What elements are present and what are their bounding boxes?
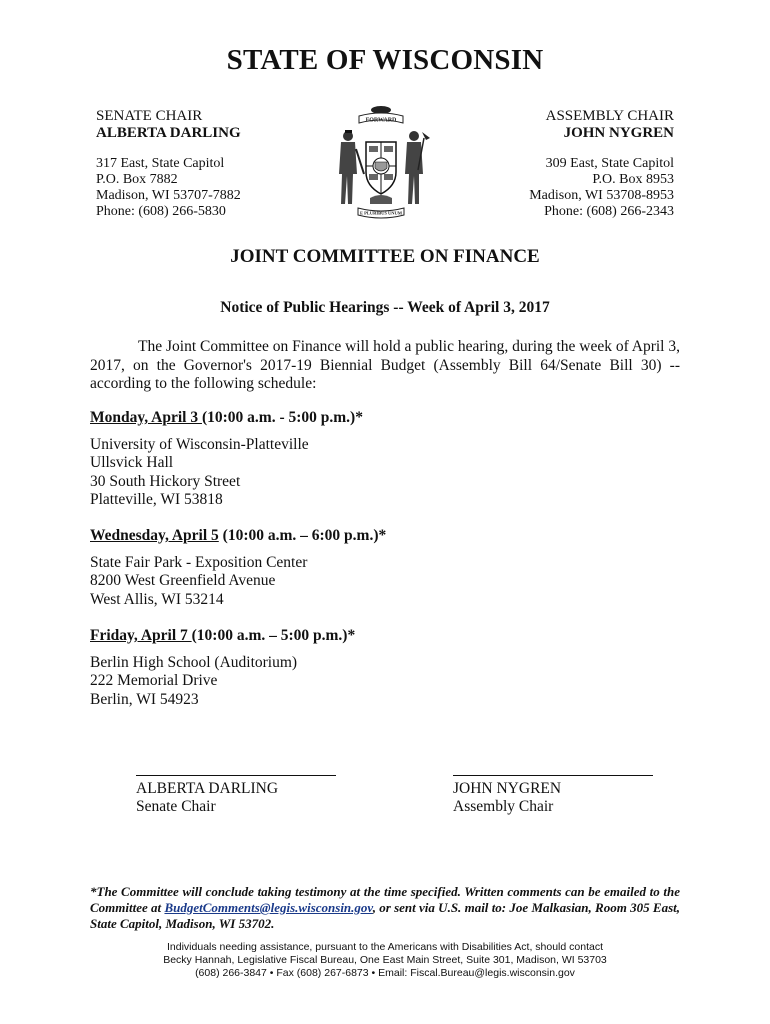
address-line: Madison, WI 53707-7882 (96, 188, 241, 203)
address-line: 309 East, State Capitol (545, 156, 674, 171)
hearing-time: (10:00 a.m. – 6:00 p.m.)* (222, 527, 387, 544)
hearing-address (90, 654, 680, 709)
address-line: Phone: (608) 266-2343 (544, 204, 674, 219)
address-line: 222 Memorial Drive (90, 672, 218, 690)
address-line: P.O. Box 7882 (96, 172, 178, 187)
address-line: Platteville, WI 53818 (90, 491, 223, 509)
address-line: 30 South Hickory Street (90, 472, 241, 490)
address-line: Berlin, WI 54923 (90, 690, 199, 708)
hearing-heading (90, 409, 680, 427)
signature-name: ALBERTA DARLING (136, 780, 279, 797)
assembly-chair-name: JOHN NYGREN (563, 125, 674, 141)
assembly-chair-address (414, 156, 674, 220)
address-line: Madison, WI 53708-8953 (529, 188, 674, 203)
senate-chair-address (96, 156, 356, 220)
address-line: 8200 West Greenfield Avenue (90, 572, 276, 590)
page-title: STATE OF WISCONSIN (226, 44, 544, 76)
wisconsin-seal-icon (326, 104, 436, 222)
footnote-text: , or sent via U.S. mail to: Joe Malkasian, Room 305 East, State Capitol, Madison, WI 53702. (90, 900, 680, 931)
signature-assembly (453, 775, 653, 817)
signature-line (136, 775, 336, 776)
seal-banner-top: FORWARD (365, 117, 397, 124)
committee-name: JOINT COMMITTEE ON FINANCE (230, 246, 540, 267)
signature-name: JOHN NYGREN (453, 780, 562, 797)
assembly-chair-role: ASSEMBLY CHAIR (545, 108, 674, 124)
assembly-chair-block (414, 108, 674, 220)
senate-chair-block (96, 108, 356, 220)
hearing-time: (10:00 a.m. - 5:00 p.m.)* (201, 409, 363, 426)
seal-banner-bottom: E PLURIBUS UNUM (359, 210, 403, 216)
footnote (90, 884, 680, 932)
ada-notice (90, 941, 680, 980)
address-line: 317 East, State Capitol (96, 156, 225, 171)
hearing-day: Wednesday, April 5 (90, 527, 219, 544)
signature-line (453, 775, 653, 776)
ada-line: Becky Hannah, Legislative Fiscal Bureau, One East Main Street, Suite 301, Madison, WI 53703 (163, 954, 607, 966)
address-line: Berlin High School (Auditorium) (90, 654, 298, 671)
address-line: Phone: (608) 266-5830 (96, 204, 226, 219)
signature-title: Assembly Chair (453, 798, 554, 816)
hearing-address (90, 436, 680, 510)
hearing-friday (90, 627, 680, 709)
hearing-address (90, 554, 680, 609)
footnote-text: *The Committee will conclude taking testimony at the time specified. Written comments can be emailed to the Committee at (90, 884, 680, 915)
intro-paragraph: The Joint Committee on Finance will hold a public hearing, during the week of April 3, 2017, on the Governor's 2017-19 Biennial Budget (Assembly Bill 64/Senate Bill 30) -- according to the following schedule: (90, 338, 680, 392)
hearing-day: Friday, April 7 (90, 627, 192, 644)
hearing-monday (90, 409, 680, 510)
address-line: P.O. Box 8953 (592, 172, 674, 187)
hearing-time: (10:00 a.m. – 5:00 p.m.)* (191, 627, 356, 644)
email-link[interactable]: BudgetComments@legis.wisconsin.gov (164, 900, 373, 915)
ada-line: Individuals needing assistance, pursuant to the Americans with Disabilities Act, should contact (167, 941, 603, 953)
senate-chair-role: SENATE CHAIR (96, 108, 203, 124)
signature-senate (136, 775, 336, 817)
notice-title: Notice of Public Hearings -- Week of April 3, 2017 (220, 299, 550, 316)
senate-chair-name: ALBERTA DARLING (96, 125, 241, 141)
address-line: State Fair Park - Exposition Center (90, 554, 308, 571)
hearing-wednesday (90, 527, 680, 609)
hearing-heading (90, 527, 680, 545)
address-line: Ullsvick Hall (90, 454, 174, 472)
address-line: University of Wisconsin-Platteville (90, 436, 309, 453)
ada-line: (608) 266-3847 • Fax (608) 267-6873 • Email: Fiscal.Bureau@legis.wisconsin.gov (195, 967, 575, 979)
hearing-heading (90, 627, 680, 645)
hearing-day: Monday, April 3 (90, 409, 202, 426)
address-line: West Allis, WI 53214 (90, 590, 224, 608)
signature-title: Senate Chair (136, 798, 216, 816)
